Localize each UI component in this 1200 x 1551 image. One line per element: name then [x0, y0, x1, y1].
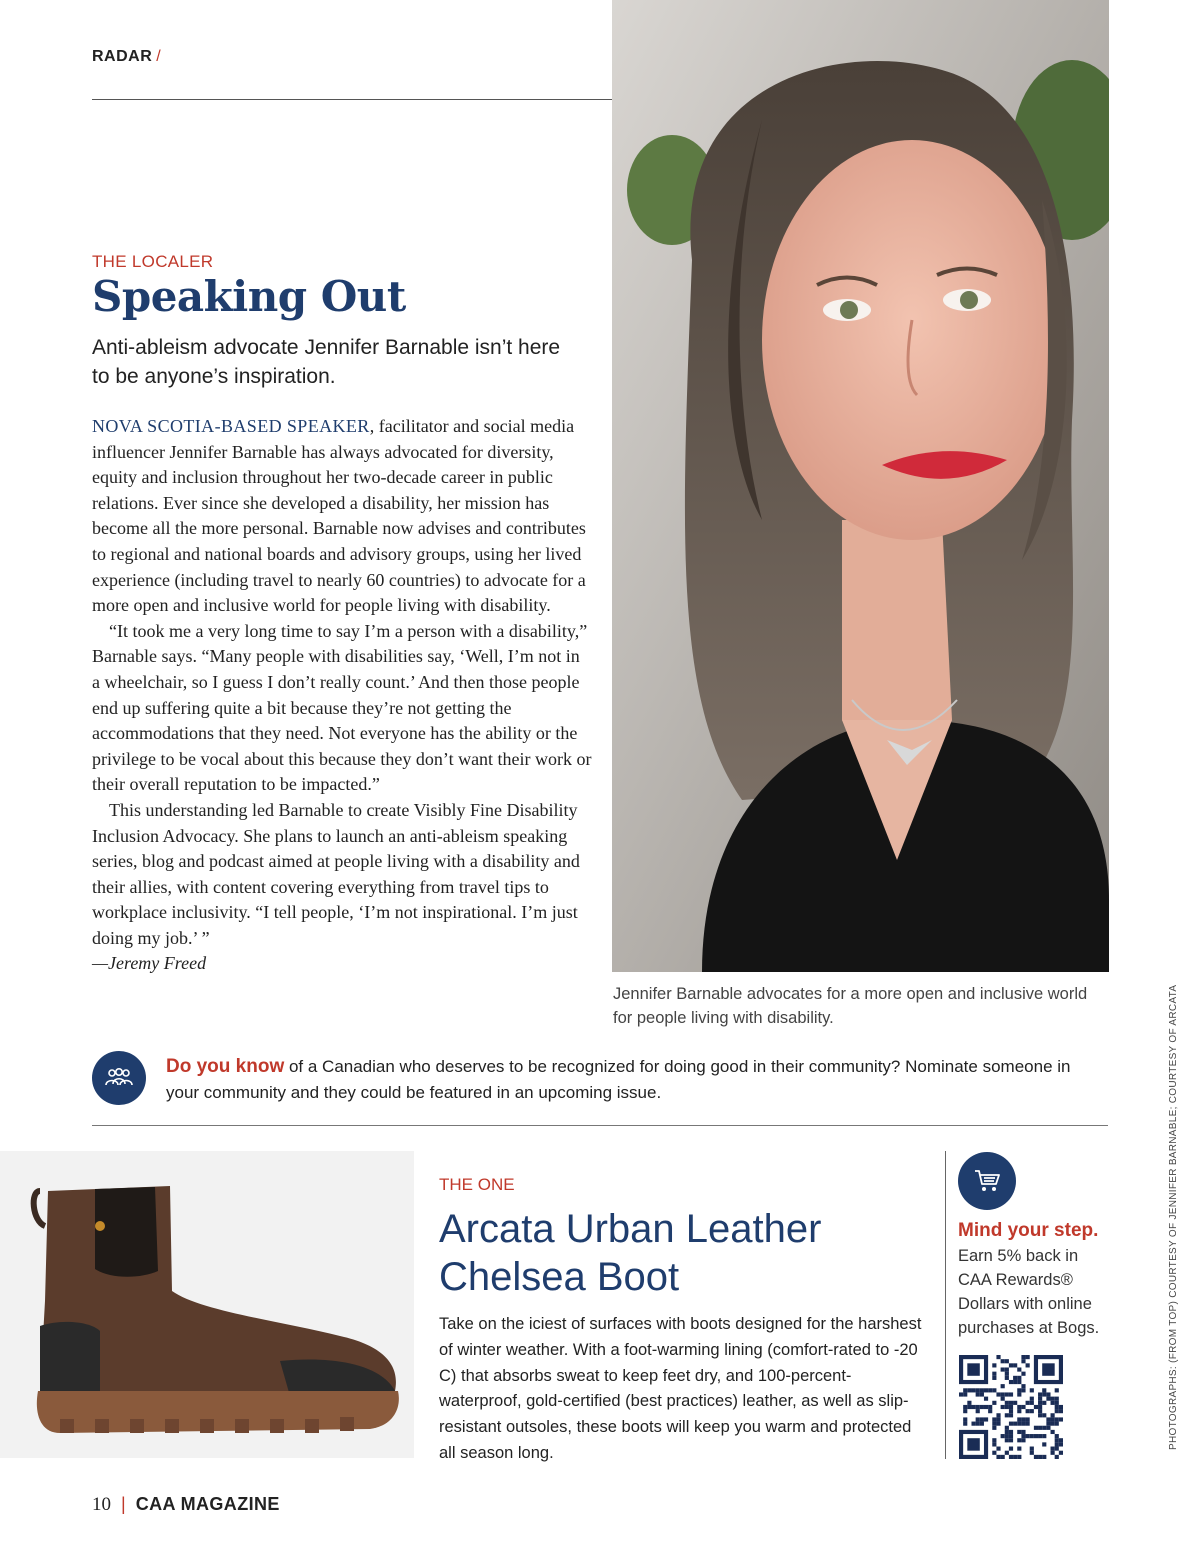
people-group-icon: [92, 1051, 146, 1105]
portrait-photo: [612, 0, 1109, 972]
paragraph-1: [92, 414, 592, 619]
sidebar-title: Mind your step.: [958, 1220, 1099, 1241]
paragraph-2: “It took me a very long time to say I’m a person with a disability,” Barnable says. “Many people with disabilities say, ‘Well, I’m not in a wheelchair, so I guess I don’t really count.’ And then those people end up suffering quite a bit because they’re not getting the accommodations that they need. Not everyone has the ability or the privilege to be vocal about this because they don’t want their work or their overall reputation to be impacted.”: [92, 620, 592, 795]
sidebar-text: Earn 5% back in CAA Rewards® Dollars with online purchases at Bogs.: [958, 1247, 1100, 1337]
section-slash: /: [156, 48, 162, 65]
product-kicker: THE ONE: [439, 1175, 515, 1194]
article-headline: Speaking Out: [92, 272, 406, 321]
article-body: [92, 414, 592, 977]
product-headline: Arcata Urban Leather Chelsea Boot: [439, 1207, 822, 1299]
lead-in: NOVA SCOTIA-BASED SPEAKER: [92, 416, 370, 436]
middle-rule: [92, 1125, 1108, 1126]
qr-code[interactable]: [959, 1355, 1063, 1459]
byline: —Jeremy Freed: [92, 953, 207, 974]
product-body: Take on the iciest of surfaces with boots designed for the harshest of winter weather. With a foot-warming lining (comfort-rated to -20 C) that absorbs sweat to keep feet dry, and 100-percent-waterproof, gold-certified (best practices) leather, as well as slip-resistant outsoles, these boots will keep you warm and protected all season long.: [439, 1315, 922, 1462]
section-tag: [92, 48, 161, 66]
nominate-text: of a Canadian who deserves to be recognized for doing good in their community? Nominate someone in your community and they could be featured in an upcoming issue.: [166, 1057, 1071, 1102]
sidebar-rule: [945, 1151, 946, 1459]
page-folio: [92, 1494, 280, 1516]
paragraph-3: This understanding led Barnable to create Visibly Fine Disability Inclusion Advocacy. She plans to launch an anti-ableism speaking series, blog and podcast aimed at people living with a disability and their allies, with content covering everything from travel tips to workplace inclusivity. “I tell people, ‘I’m not inspirational. I’m just doing my job.’ ”: [92, 799, 580, 948]
boot-photo: [0, 1151, 414, 1458]
nominate-callout: [166, 1054, 1106, 1106]
shopping-cart-icon: [958, 1152, 1016, 1210]
folio-separator: |: [121, 1494, 126, 1514]
nominate-lead: Do you know: [166, 1056, 285, 1077]
section-name: RADAR: [92, 48, 153, 65]
article-dek: Anti-ableism advocate Jennifer Barnable isn’t here to be anyone’s inspiration.: [92, 336, 561, 388]
article-kicker: THE LOCALER: [92, 252, 214, 271]
photo-caption: Jennifer Barnable advocates for a more open and inclusive world for people living with disability.: [613, 985, 1088, 1027]
magazine-name: CAA MAGAZINE: [135, 1494, 280, 1514]
page-number: 10: [92, 1494, 111, 1515]
top-rule: [92, 99, 612, 100]
photo-credit: PHOTOGRAPHS: (FROM TOP) COURTESY OF JENNIFER BARNABLE; COURTESY OF ARCATA: [1168, 984, 1179, 1450]
paragraph-1-text: , facilitator and social media influencer Jennifer Barnable has always advocated for diversity, equity and inclusion throughout her two-decade career in public relations. Ever since she developed a disability, her mission has become all the more personal. Barnable now advises and contributes to regional and national boards and advisory groups, using her lived experience (including travel to nearly 60 countries) to advocate for a more open and inclusive world for people living with disability.: [92, 416, 586, 616]
